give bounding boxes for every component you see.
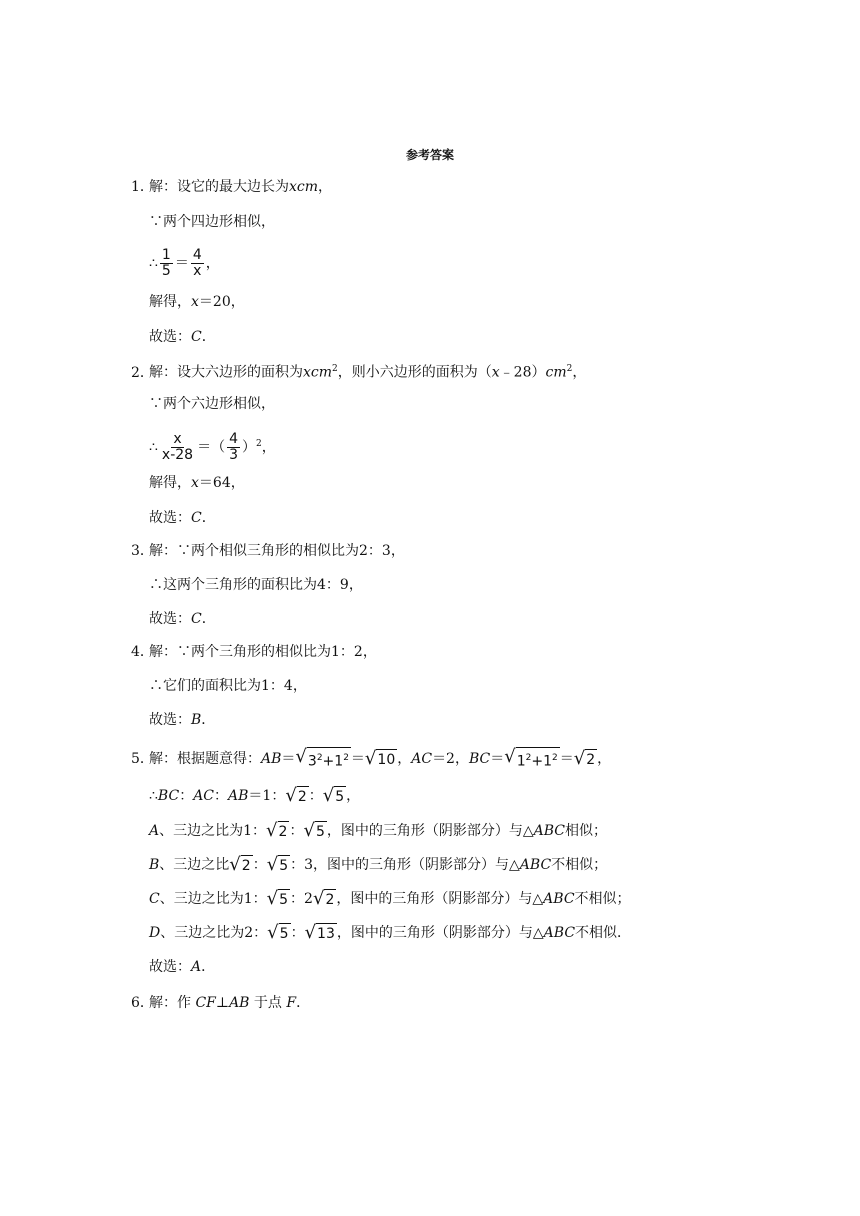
sqrt-expression: √ 5 [322, 785, 345, 806]
sqrt-expression: √ 5 [266, 888, 289, 909]
page-title: 参考答案 [405, 148, 454, 162]
q5-line-1: 5．解：根据题意得：AB＝ √ $3^2+1^2$ ＝ √ 10 ，AC＝2，BC＝ √ $1^2+1^2$ ＝ √ 2 ， [131, 746, 612, 770]
q1-line-4: 解得，x＝20， [149, 294, 245, 310]
q3-number: 3． [131, 543, 154, 559]
q5-option-b: B、三边之比 √ 2 ： √ 5 ：3，图中的三角形（阴影部分）与△ABC不相似； [149, 854, 608, 875]
sqrt-expression: √ 5 [266, 854, 289, 875]
sqrt-expression: √ 2 [285, 785, 307, 806]
fraction: $\frac{x}{x-28}$ [161, 431, 194, 463]
q2-line-3: ∴ $\frac{x}{x-28}$ ＝（ $\frac{4}{3}$ ）$^2$， [149, 431, 276, 463]
fraction: $\frac{4}{3}$ [229, 431, 238, 463]
sqrt-expression: √ 13 [304, 922, 335, 943]
q2-line-5: 故选：C． [149, 510, 216, 526]
q3-line-2: ∴这两个三角形的面积比为4：9， [149, 577, 363, 593]
q5-option-c: C、三边之比为1： √ 5 ：2 √ 2 ，图中的三角形（阴影部分）与△ABC不相似； [149, 888, 631, 909]
q2-number: 2． [131, 364, 154, 381]
sqrt-expression: √ 2 [266, 820, 288, 841]
q2-line-1: 2．解：设大六边形的面积为xcm$^2$，则小六边形的面积为$(x﹣28)cm^2$， [131, 364, 587, 381]
q1-line-2: ∵两个四边形相似， [149, 214, 275, 230]
sqrt-expression: √ 2 [312, 888, 335, 909]
sqrt-expression: √ 5 [303, 820, 325, 841]
q3-line-3: 故选：C． [149, 611, 216, 627]
q2-line-2: ∵两个六边形相似， [149, 396, 275, 412]
q2-line-4: 解得，x＝64， [149, 475, 245, 491]
q4-line-2: ∴它们的面积比为1：4， [149, 678, 307, 694]
q6-number: 6． [131, 995, 154, 1011]
q1-line-3: ∴ $\frac{1}{5}$ ＝ $\frac{4}{x}$ ， [149, 247, 220, 279]
sqrt-expression: √ 5 [267, 922, 289, 943]
sqrt-expression: √ $3^2+1^2$ [295, 746, 349, 770]
q4-line-3: 故选：B． [149, 712, 216, 728]
sqrt-expression: √ 10 [364, 747, 396, 769]
fraction: $\frac{1}{5}$ [161, 247, 171, 279]
q5-line-2: ∴BC：AC：AB＝1： √ 2 ： √ 5 ， [149, 785, 361, 806]
q1-line-1: 1．解：设它的最大边长为xcm， [131, 179, 333, 195]
q3-line-1: 3．解：∵两个相似三角形的相似比为2：3， [131, 543, 405, 559]
q4-number: 4． [131, 644, 154, 660]
q1-number: 1． [131, 179, 154, 195]
q5-option-a: A、三边之比为1： √ 2 ： √ 5 ，图中的三角形（阴影部分）与△ABC相似； [149, 820, 608, 841]
sqrt-expression: √ 2 [229, 854, 251, 875]
q5-option-d: D、三边之比为2： √ 5 ： √ 13 ，图中的三角形（阴影部分）与△ABC不相似． [149, 922, 632, 943]
q1-line-5: 故选：C． [149, 329, 216, 345]
q6-line-1: 6．解：作 CF⊥AB 于点 F． [131, 995, 311, 1011]
sqrt-expression: √ 2 [573, 747, 596, 769]
q5-answer: 故选：A． [149, 959, 216, 975]
q4-line-1: 4．解：∵两个三角形的相似比为1：2， [131, 644, 377, 660]
sqrt-expression: √ $1^2+1^2$ [504, 746, 558, 770]
q5-number: 5． [131, 750, 154, 767]
fraction: $\frac{4}{x}$ [192, 247, 202, 279]
